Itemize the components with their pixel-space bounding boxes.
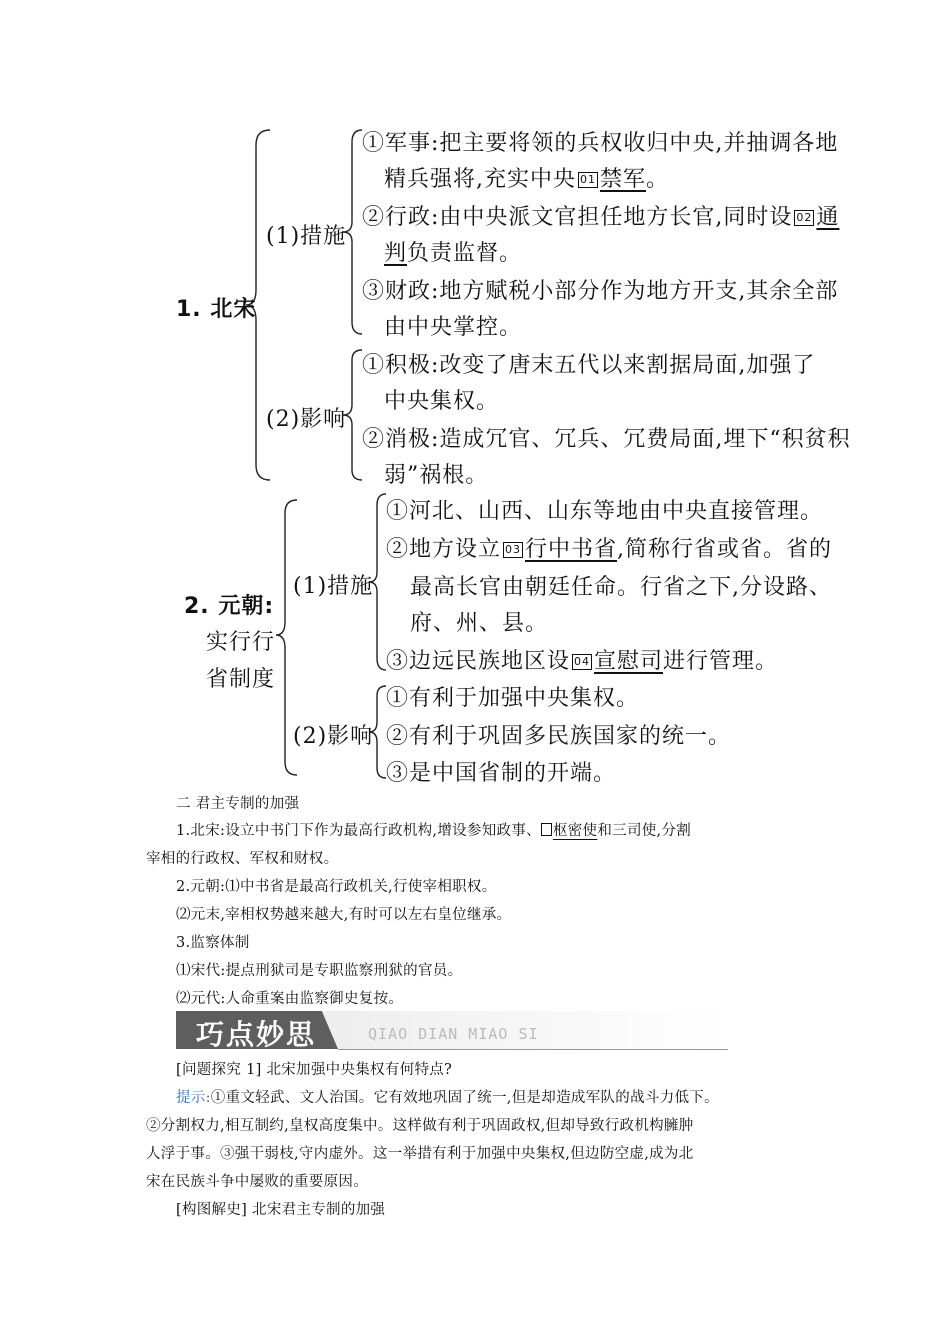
answer-box-04: 04 (574, 655, 591, 668)
s1-i2-line1: ②消极:造成冗官、冗兵、冗费局面,埋下“积贫积 (362, 427, 851, 452)
s2-m1: ①河北、山西、山东等地由中央直接管理。 (386, 499, 824, 524)
section2-influence-label: (2)影响 (293, 724, 374, 749)
inquiry-answer-line2: ②分割权力,相互制约,皇权高度集中。这样做有利于巩固政权,但却导致行政机构臃肿 (146, 1118, 694, 1134)
banner-subtitle: QIAO DIAN MIAO SI (368, 1025, 539, 1043)
answer-box-01: 01 (580, 173, 596, 186)
answer-jinjun: 禁军 (600, 167, 647, 192)
s2-m2-line3: 府、州、县。 (410, 611, 549, 636)
section2-measures-label: (1)措施 (293, 574, 374, 599)
section2-label-line2: 实行行 (206, 630, 276, 655)
inquiry-question-1: [问题探究 1] 北宋加强中央集权有何特点? (176, 1062, 453, 1078)
s2-i1: ①有利于加强中央集权。 (386, 686, 640, 711)
section2-label-line3: 省制度 (206, 667, 276, 692)
s1-i1-line1: ①积极:改变了唐末五代以来割据局面,加强了 (362, 353, 816, 378)
section1-measures-label: (1)措施 (266, 224, 347, 249)
inquiry-answer-line4: 宋在民族斗争中屡败的重要原因。 (146, 1174, 368, 1190)
inquiry-answer-line1: 提示:①重文轻武、文人治国。它有效地巩固了统一,但是却造成军队的战斗力低下。 (176, 1090, 719, 1106)
s2-m2-line1: ②地方设立 03 行中书省,简称行省或省。省的 (386, 537, 833, 562)
part2-p2: 2.元朝:⑴中书省是最高行政机关,行使宰相职权。 (176, 879, 497, 895)
s1-m2-line2: 判负责监督。 (384, 241, 523, 266)
inquiry-answer-line3: 人浮于事。③强干弱枝,守内虚外。这一举措有利于加强中央集权,但边防空虚,成为北 (146, 1146, 694, 1162)
part2-p4: 3.监察体制 (176, 935, 250, 951)
s2-i3: ③是中国省制的开端。 (386, 761, 617, 786)
s2-i2: ②有利于巩固多民族国家的统一。 (386, 724, 732, 749)
s1-m1-line2: 精兵强将,充实中央 01 禁军。 (384, 167, 670, 192)
answer-shumishi: 枢密使 (552, 823, 598, 839)
answer-box-03: 03 (505, 543, 522, 556)
s1-m3-line1: ③财政:地方赋税小部分作为地方开支,其余全部 (362, 279, 839, 304)
banner-title: 巧点妙思 (196, 1018, 317, 1051)
section2-label: 2. 元朝: (184, 594, 275, 619)
part2-heading: 二 君主专制的加强 (176, 796, 300, 812)
s1-m2-line1: ②行政:由中央派文官担任地方长官,同时设 02 通 (362, 205, 840, 230)
s1-i1-line2: 中央集权。 (384, 389, 500, 414)
answer-xuanweisi: 宣慰司 (594, 649, 664, 674)
part2-p6: ⑵元代:人命重案由监察御史复按。 (176, 991, 404, 1007)
part2-p1: 1.北宋:设立中书门下作为最高行政机构,增设参知政事、 枢密使和三司使,分割 (176, 823, 692, 839)
part2-p5: ⑴宋代:提点刑狱司是专职监察刑狱的官员。 (176, 963, 463, 979)
s2-m3: ③边远民族地区设 04 宣慰司进行管理。 (386, 649, 779, 674)
answer-tongpan-1: 通 (816, 205, 840, 230)
s1-i2-line2: 弱”祸根。 (384, 463, 489, 488)
answer-box-02: 02 (796, 211, 813, 224)
answer-xingzhongshusheng: 行中书省 (525, 537, 618, 562)
banner-underline (338, 1049, 728, 1050)
s1-m1-line1: ①军事:把主要将领的兵权收归中央,并抽调各地 (362, 131, 839, 156)
inquiry-question-2: [构图解史] 北宋君主专制的加强 (176, 1202, 386, 1218)
part2-p3: ⑵元末,宰相权势越来越大,有时可以左右皇位继承。 (176, 907, 512, 923)
s1-m3-line2: 由中央掌控。 (384, 315, 523, 340)
section1-influence-label: (2)影响 (266, 407, 347, 432)
section1-label: 1. 北宋 (176, 297, 257, 322)
answer-tongpan-2: 判 (384, 241, 408, 266)
s2-m2-line2: 最高长官由朝廷任命。行省之下,分设路、 (410, 575, 832, 600)
part2-p1-line2: 宰相的行政权、军权和财权。 (146, 851, 339, 867)
hint-label: 提示: (176, 1090, 211, 1106)
answer-checkbox (541, 823, 552, 836)
